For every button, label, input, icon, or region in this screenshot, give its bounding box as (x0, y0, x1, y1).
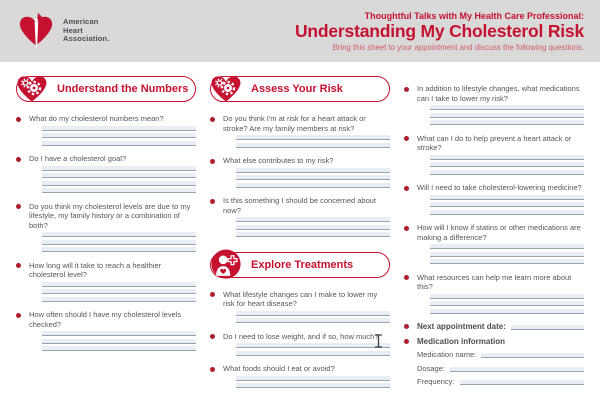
question-item (210, 332, 390, 359)
question-item (16, 310, 196, 354)
answer-line (430, 162, 584, 167)
question-text: What lifestyle changes can I make to lower my risk for heart disease? (223, 289, 378, 308)
answer-line (430, 155, 584, 160)
answer-line (236, 168, 390, 173)
aha-logo-line3: Association. (63, 34, 110, 44)
column-assess-explore (210, 76, 390, 397)
section-header-understand-the-numbers (16, 76, 196, 102)
question-item (210, 364, 390, 391)
question-text: How will I know if statins or other medications are making a difference? (417, 223, 581, 242)
bullet-icon (404, 226, 409, 231)
bullet-icon (404, 275, 409, 280)
question-text: Do I have a cholesterol goal? (29, 154, 127, 163)
frequency-write-line (460, 380, 584, 385)
aha-logo-line1: American (63, 17, 99, 27)
question-item (210, 156, 390, 190)
question-list-understand (16, 114, 196, 354)
question-text: What else contributes to my risk? (223, 156, 334, 165)
aha-logo-text (63, 18, 109, 44)
answer-line (430, 252, 584, 257)
bullet-icon (16, 313, 21, 318)
medication-name-write-line (481, 353, 584, 358)
bullet-icon (210, 199, 215, 204)
question-list-assess (210, 114, 390, 240)
answer-line (42, 232, 196, 237)
medication-fields (417, 350, 584, 386)
question-item (16, 261, 196, 305)
answer-line (42, 247, 196, 252)
answer-line (430, 259, 584, 264)
question-item (404, 183, 584, 217)
frequency-label: Frequency: (417, 377, 455, 386)
answer-line (42, 141, 196, 146)
question-text: How long will it take to reach a healthier cholesterol level? (29, 260, 162, 279)
answer-line (430, 210, 584, 215)
text-ibeam-cursor (374, 334, 383, 353)
question-item (16, 154, 196, 196)
answer-line (42, 289, 196, 294)
question-text: Will I need to take cholesterol-lowering medicine? (417, 183, 582, 192)
bullet-icon (210, 334, 215, 339)
answer-line (42, 126, 196, 131)
question-text: What resources can help me learn more about this? (417, 272, 572, 291)
answer-line (236, 225, 390, 230)
question-text: What foods should I eat or avoid? (223, 364, 335, 373)
column-understand (16, 76, 196, 397)
question-item (16, 202, 196, 255)
bullet-icon (16, 117, 21, 122)
answer-line (42, 188, 196, 193)
header-text (295, 11, 584, 52)
answer-line (430, 170, 584, 175)
answer-line (430, 202, 584, 207)
answer-line (42, 173, 196, 178)
answer-line (430, 244, 584, 249)
bullet-icon (16, 263, 21, 268)
question-list-continued (404, 84, 584, 316)
answer-line (236, 343, 390, 348)
bullet-icon (404, 87, 409, 92)
answer-line (42, 282, 196, 287)
aha-logo-line2: Heart (63, 25, 83, 35)
answer-line (42, 297, 196, 302)
answer-line (430, 120, 584, 125)
answer-line (430, 294, 584, 299)
answer-line (236, 143, 390, 148)
answer-line (42, 240, 196, 245)
heart-gears-icon (15, 73, 49, 105)
bullet-icon (210, 117, 215, 122)
medication-name-label: Medication name: (417, 350, 477, 359)
heart-gears-icon (209, 73, 243, 105)
question-item (210, 114, 390, 150)
aha-logo (16, 9, 109, 53)
question-item (404, 84, 584, 128)
column-continued (404, 76, 584, 397)
aha-heart-torch-icon (16, 9, 56, 53)
section-title: Understand the Numbers (57, 83, 189, 95)
question-text: Do you think my cholesterol levels are due to my lifestyle, my family history or a combination of both? (29, 201, 191, 230)
answer-line (236, 383, 390, 388)
next-appointment-write-line (511, 325, 584, 330)
dosage-label: Dosage: (417, 363, 445, 373)
question-item (16, 114, 196, 148)
answer-line (236, 175, 390, 180)
question-item (210, 290, 390, 326)
question-list-explore (210, 290, 390, 391)
answer-line (42, 331, 196, 336)
question-item (404, 223, 584, 267)
bullet-icon (210, 159, 215, 164)
section-header-assess-your-risk (210, 76, 390, 102)
medication-info-label: Medication information (417, 337, 505, 346)
bullet-icon (404, 339, 409, 344)
header-kicker: Thoughtful Talks with My Health Care Professional: (364, 10, 584, 21)
bullet-icon (210, 367, 215, 372)
answer-line (430, 309, 584, 314)
question-text: Is this something I should be concerned about now? (223, 196, 377, 215)
bullet-icon (16, 204, 21, 209)
answer-line (42, 339, 196, 344)
medication-name-row (417, 350, 584, 359)
answer-line (236, 135, 390, 140)
question-text: Do I need to lose weight, and if so, how much? (223, 331, 379, 341)
bullet-icon (404, 324, 409, 329)
answer-line (236, 183, 390, 188)
section-title: Assess Your Risk (251, 83, 343, 95)
answer-line (42, 133, 196, 138)
answer-line (430, 301, 584, 306)
question-text: How often should I have my cholesterol levels checked? (29, 310, 182, 329)
answer-line (236, 232, 390, 237)
answer-line (236, 217, 390, 222)
bullet-icon (404, 136, 409, 141)
answer-line (236, 351, 390, 356)
page-title: Understanding My Cholesterol Risk (294, 20, 584, 41)
answer-line (236, 376, 390, 381)
dosage-write-line (450, 367, 584, 372)
section-header-explore-treatments (210, 252, 390, 278)
next-appointment-row (404, 322, 584, 331)
bullet-icon (404, 186, 409, 191)
bullet-icon (210, 292, 215, 297)
question-item (404, 273, 584, 317)
next-appointment-label: Next appointment date: (417, 322, 506, 331)
person-medical-cross-icon (209, 249, 243, 281)
question-item (404, 134, 584, 178)
header-subtitle: Bring this sheet to your appointment and discuss the following questions. (332, 42, 584, 52)
medication-info-row (404, 337, 584, 346)
answer-line (430, 113, 584, 118)
answer-line (42, 181, 196, 186)
question-text: Do you think I'm at risk for a heart attack or stroke? Are my family members at risk? (223, 114, 366, 133)
question-item (210, 196, 390, 240)
section-title: Explore Treatments (251, 258, 354, 271)
frequency-row (417, 377, 584, 386)
answer-line (430, 195, 584, 200)
question-text: What can I do to help prevent a heart attack or stroke? (417, 133, 572, 152)
answer-line (236, 318, 390, 323)
answer-line (42, 166, 196, 171)
question-text: In addition to lifestyle changes, what medications can I take to lower my risk? (417, 84, 580, 103)
bullet-icon (16, 157, 21, 162)
question-text: What do my cholesterol numbers mean? (29, 114, 164, 123)
answer-line (430, 105, 584, 110)
header (0, 0, 600, 62)
content-columns (0, 62, 600, 397)
answer-line (236, 311, 390, 316)
answer-line (42, 346, 196, 351)
dosage-row (417, 364, 584, 373)
